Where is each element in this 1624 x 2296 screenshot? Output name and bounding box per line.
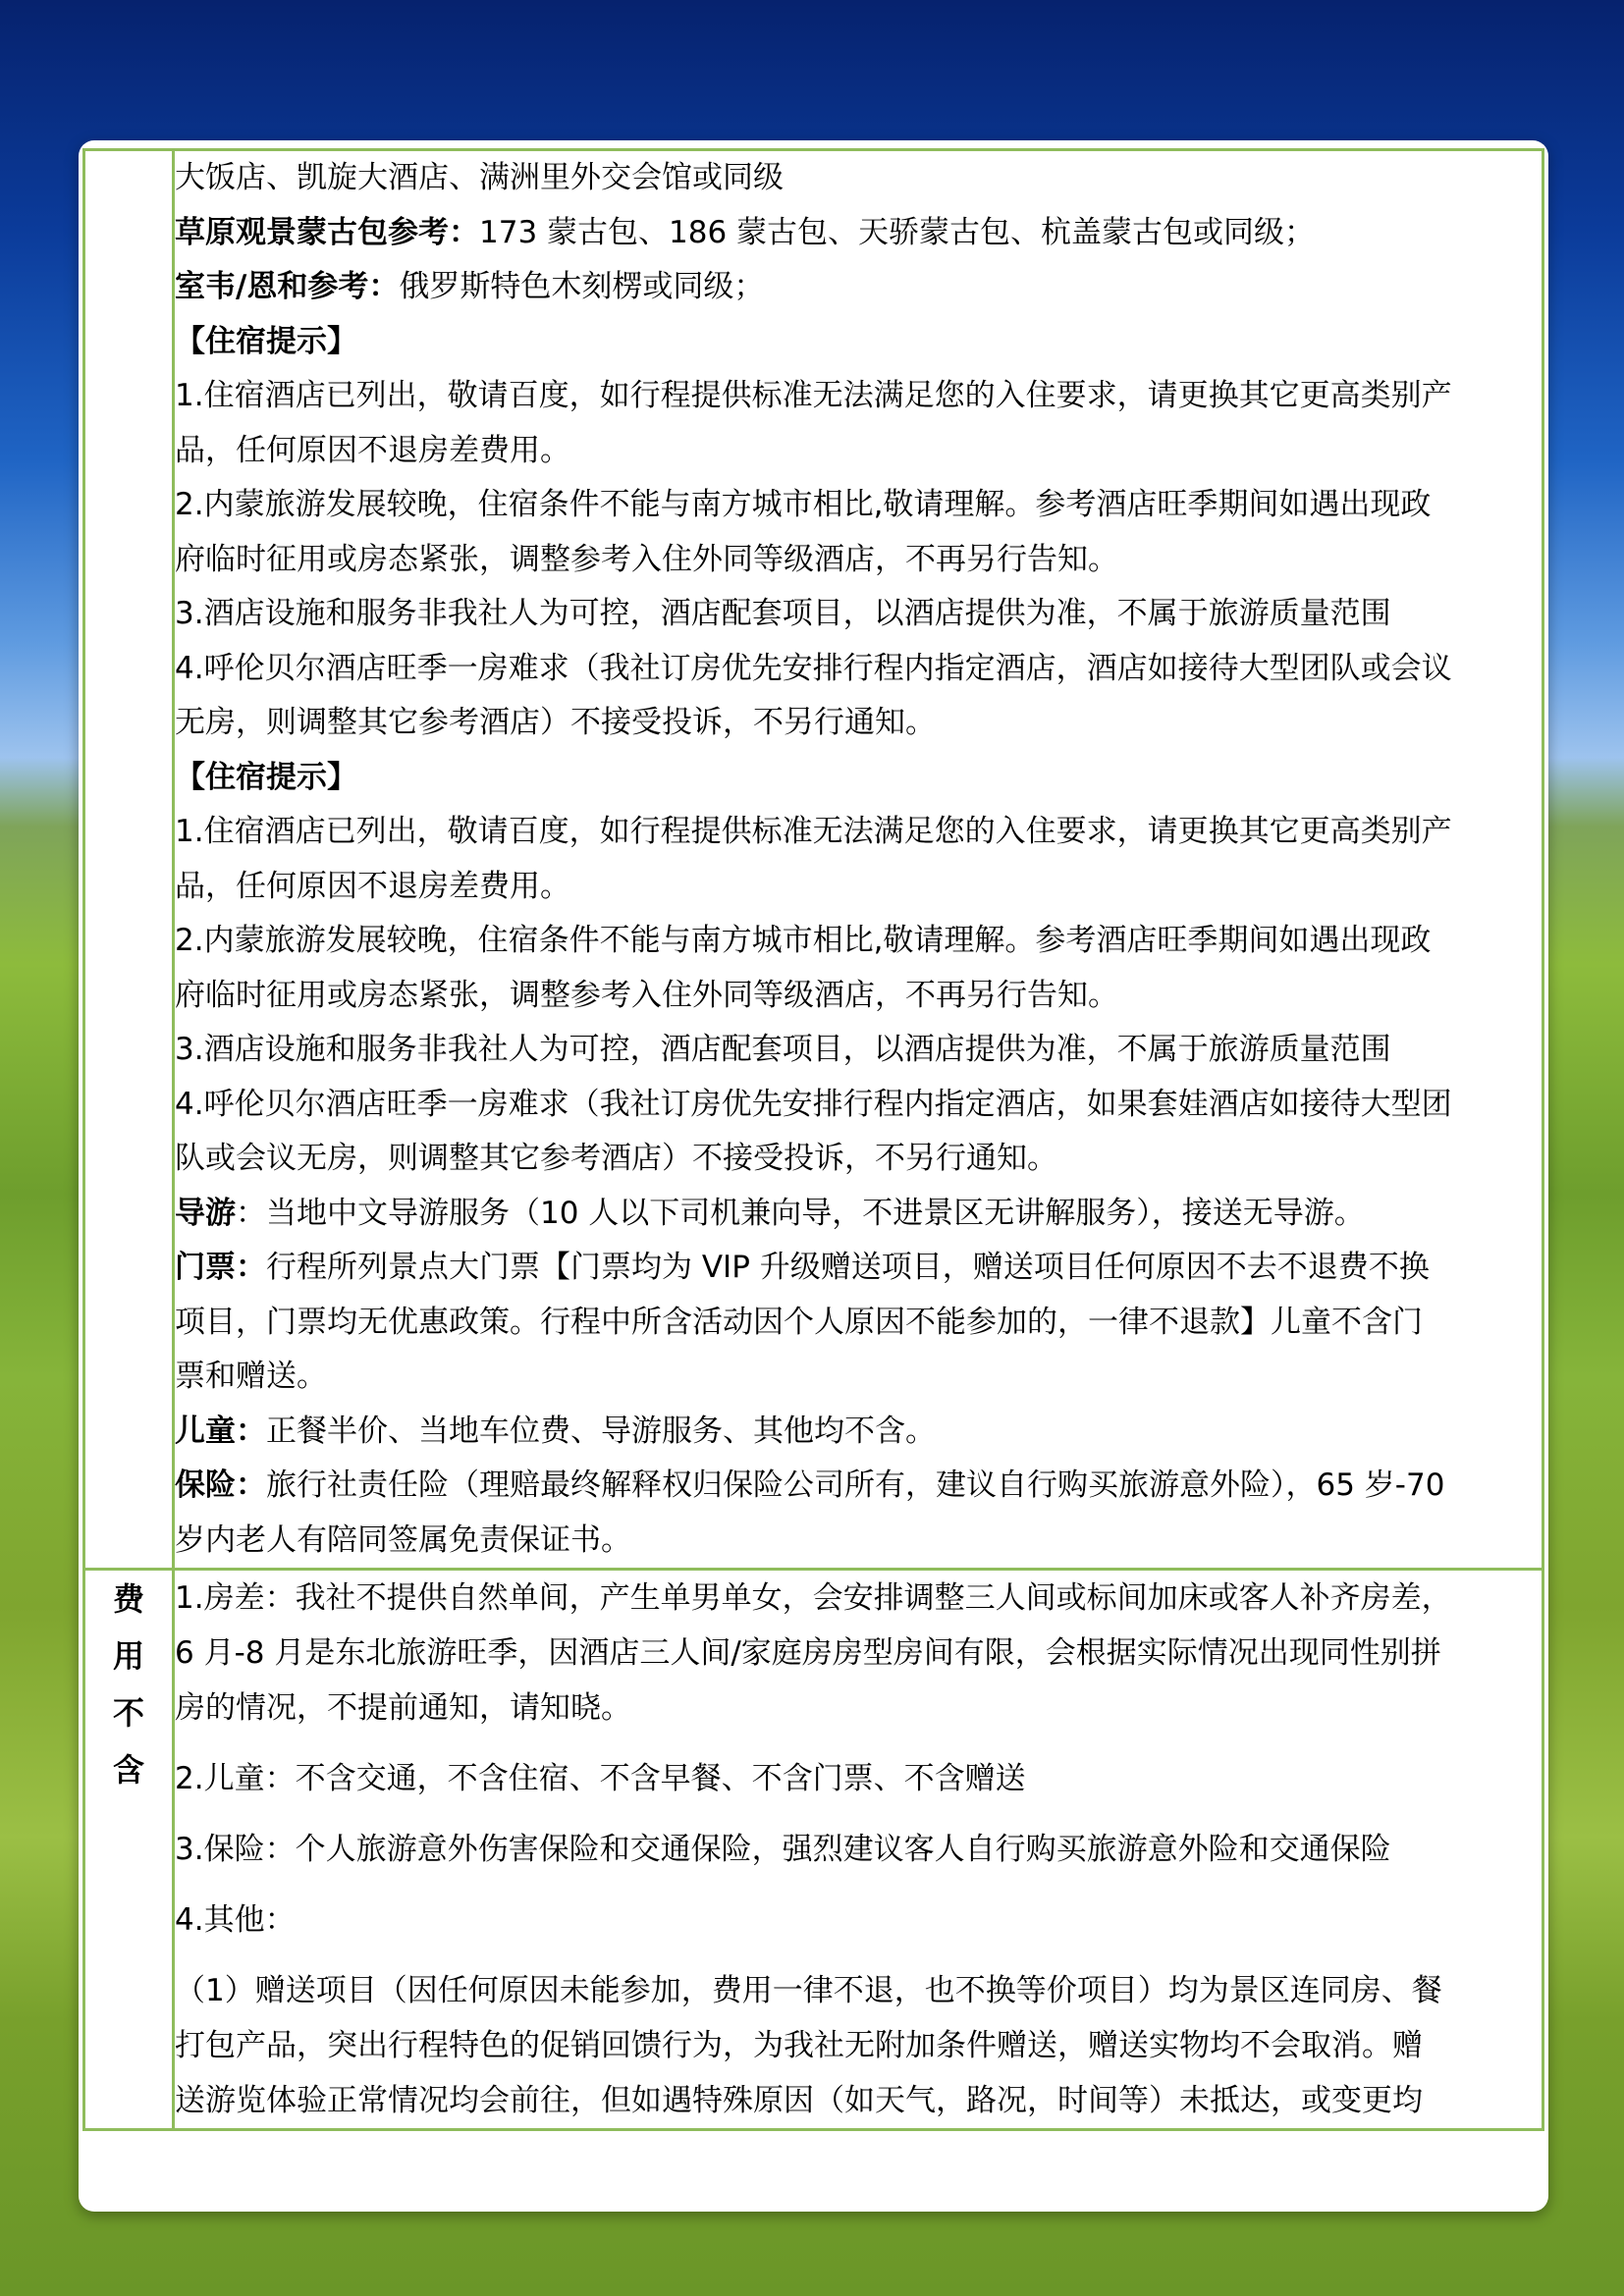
insurance-line: [175, 1459, 1542, 1514]
exclusion-line: 3.保险：个人旅游意外伤害保险和交通保险，强烈建议客人自行购买旅游意外险和交通保险: [175, 1832, 1391, 1867]
guide-text: ：当地中文导游服务（10 人以下司机兼向导，不进景区无讲解服务），接送无导游。: [236, 1195, 1365, 1231]
stay-tip-line: 2.内蒙旅游发展较晚，住宿条件不能与南方城市相比,敬请理解。参考酒店旺季期间如遇出现政: [175, 923, 1432, 958]
insurance-line: 岁内老人有陪同签属免责保证书。: [175, 1522, 631, 1558]
shiwei-text: 俄罗斯特色木刻楞或同级；: [399, 269, 765, 304]
exclusion-line: 打包产品，突出行程特色的促销回馈行为，为我社无附加条件赠送，赠送实物均不会取消。赠: [175, 2028, 1423, 2063]
stay-tip-line: 品，任何原因不退房差费用。: [175, 432, 570, 468]
stay-tip-line: 3.酒店设施和服务非我社人为可控，酒店配套项目，以酒店提供为准，不属于旅游质量范围: [175, 1032, 1391, 1067]
exclusion-line: 6 月-8 月是东北旅游旺季，因酒店三人间/家庭房房型房间有限，会根据实际情况出现同性别拼: [175, 1635, 1441, 1671]
stay-tip-line: 4.呼伦贝尔酒店旺季一房难求（我社订房优先安排行程内指定酒店，如果套娃酒店如接待大型团: [175, 1086, 1452, 1122]
child-text: 正餐半价、当地车位费、导游服务、其他均不含。: [266, 1413, 936, 1449]
insurance-text: 旅行社责任险（理赔最终解释权归保险公司所有，建议自行购买旅游意外险），65 岁-70: [266, 1468, 1445, 1503]
label-char: 不: [112, 1694, 144, 1732]
ticket-text: 行程所列景点大门票【门票均为 VIP 升级赠送项目，赠送项目任何原因不去不退费不换: [266, 1250, 1430, 1285]
stay-tip-line: 1.住宿酒店已列出，敬请百度，如行程提供标准无法满足您的入住要求，请更换其它更高类别产: [175, 814, 1452, 849]
stay-tips-header: 【住宿提示】: [175, 759, 357, 795]
stay-tip-line: 队或会议无房，则调整其它参考酒店）不接受投诉，不另行通知。: [175, 1141, 1057, 1176]
child-label: 儿童：: [175, 1413, 266, 1449]
exclusions-cell: [174, 1570, 1543, 2130]
stay-tip-line: 府临时征用或房态紧张，调整参考入住外同等级酒店，不再另行告知。: [175, 977, 1118, 1013]
row-label-empty: [84, 150, 174, 1570]
ticket-label: 门票：: [175, 1250, 266, 1285]
itinerary-table: [82, 148, 1544, 2131]
exclusion-line: 1.房差：我社不提供自然单间，产生单男单女，会安排调整三人间或标间加床或客人补齐房差，: [175, 1580, 1452, 1616]
exclusion-line: 送游览体验正常情况均会前往，但如遇特殊原因（如天气，路况，时间等）未抵达，或变更均: [175, 2083, 1423, 2118]
stay-tips-header: 【住宿提示】: [175, 323, 357, 359]
grassland-yurt-line: [175, 206, 1542, 261]
exclusion-line: 2.儿童：不含交通，不含住宿、不含早餐、不含门票、不含赠送: [175, 1761, 1026, 1796]
stay-tip-line: 府临时征用或房态紧张，调整参考入住外同等级酒店，不再另行告知。: [175, 541, 1118, 577]
stay-tip-line: 无房，则调整其它参考酒店）不接受投诉，不另行通知。: [175, 705, 936, 740]
guide-label: 导游: [175, 1195, 236, 1231]
child-line: [175, 1405, 1542, 1460]
table-row-exclusions: [84, 1570, 1543, 2130]
ticket-line: [175, 1241, 1542, 1296]
row-label-exclusions: [84, 1570, 174, 2130]
stay-tip-line: 品，任何原因不退房差费用。: [175, 868, 570, 904]
content-card: [79, 140, 1548, 2212]
insurance-label: 保险：: [175, 1468, 266, 1503]
stay-tip-line: 2.内蒙旅游发展较晚，住宿条件不能与南方城市相比,敬请理解。参考酒店旺季期间如遇出现政: [175, 487, 1432, 522]
shiwei-label: 室韦/恩和参考：: [175, 269, 400, 304]
stay-tip-line: 1.住宿酒店已列出，敬请百度，如行程提供标准无法满足您的入住要求，请更换其它更高类别产: [175, 378, 1452, 413]
guide-line: [175, 1187, 1542, 1242]
shiwei-line: [175, 260, 1542, 315]
grassland-yurt-text: 173 蒙古包、186 蒙古包、天骄蒙古包、杭盖蒙古包或同级；: [479, 214, 1316, 250]
label-char: 含: [112, 1751, 144, 1789]
ticket-line: 票和赠送。: [175, 1359, 327, 1394]
stay-tip-line: 3.酒店设施和服务非我社人为可控，酒店配套项目，以酒店提供为准，不属于旅游质量范围: [175, 596, 1391, 631]
exclusion-line: 房的情况，不提前通知，请知晓。: [175, 1690, 631, 1726]
ticket-line: 项目，门票均无优惠政策。行程中所含活动因个人原因不能参加的，一律不退款】儿童不含门: [175, 1304, 1423, 1340]
exclusion-line: （1）赠送项目（因任何原因未能参加，费用一律不退，也不换等价项目）均为景区连同房、餐: [175, 1973, 1442, 2008]
label-char: 费: [112, 1580, 144, 1618]
hotel-line: 大饭店、凯旋大酒店、满洲里外交会馆或同级: [175, 160, 784, 195]
label-char: 用: [112, 1637, 144, 1675]
exclusion-line: 4.其他：: [175, 1902, 296, 1938]
stay-tip-line: 4.呼伦贝尔酒店旺季一房难求（我社订房优先安排行程内指定酒店，酒店如接待大型团队或会议: [175, 650, 1452, 686]
grassland-yurt-label: 草原观景蒙古包参考：: [175, 214, 479, 250]
accommodation-cell: [174, 150, 1543, 1570]
table-row-accommodation: [84, 150, 1543, 1570]
